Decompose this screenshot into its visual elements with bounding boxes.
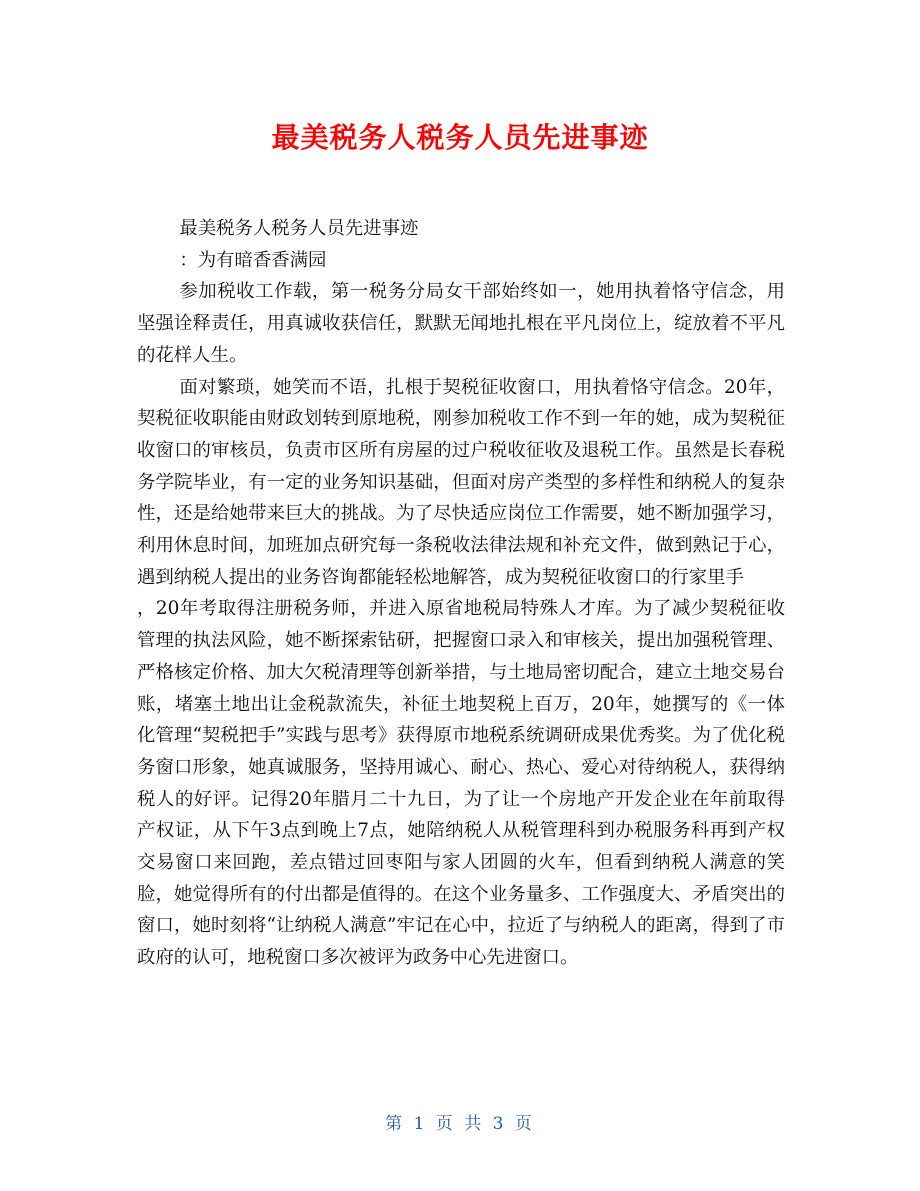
page-number-footer: 第 1 页 共 3 页 (385, 1114, 535, 1134)
heading-paragraph: ：为有暗香香满园 (179, 249, 327, 271)
body-paragraph: 面对繁琐，她笑而不语，扎根于契税征收窗口，用执着恪守信念。20年，契税征收职能由财政划转到原地税，刚参加税收工作不到一年的她，成为契税征收窗口的审核员，负责市区所有房屋的过户税收征收及退税工作。虽然是长春税务学院毕业，有一定的业务知识基础，但面对房产类型的多样性和纳税人的复杂性，还是给她带来巨大的挑战。为了尽快适应岗位工作需要，她不断加强学习，利用休息时间，加班加点研究每一条税收法律法规和补充文件，做到熟记于心，遇到纳税人提出的业务咨询都能轻松地解答，成为契税征收窗口的行家里手 (137, 376, 785, 588)
document-title: 最美税务人税务人员先进事迹 (271, 121, 649, 154)
subtitle-paragraph: 最美税务人税务人员先进事迹 (179, 218, 419, 239)
body-paragraph-continued: ，20年考取得注册税务师，并进入原省地税局特殊人才库。为了减少契税征收管理的执法风险，她不断探索钻研，把握窗口录入和审核关，提出加强税管理、严格核定价格、加大欠税清理等创新举措，与土地局密切配合，建立土地交易台账，堵塞土地出让金税款流失，补征土地契税上百万，20年，她撰写的《一体化管理“契税把手”实践与思考》获得原市地税系统调研成果优秀奖。为了优化税务窗口形象，她真诚服务，坚持用诚心、耐心、热心、爱心对待纳税人，获得纳税人的好评。记得20年腊月二十九日，为了让一个房地产开发企业在年前取得产权证，从下午3点到晚上7点，她陪纳税人从税管理科到办税服务科再到产权交易窗口来回跑，差点错过回枣阳与家人团圆的火车，但看到纳税人满意的笑脸，她觉得所有的付出都是值得的。在这个业务量多、工作强度大、矛盾突出的窗口，她时刻将“让纳税人满意”牢记在心中，拉近了与纳税人的距离，得到了市政府的认可，地税窗口多次被评为政务中心先进窗口。 (137, 598, 785, 969)
document-body (137, 213, 785, 974)
intro-paragraph: 参加税收工作载，第一税务分局女干部始终如一，她用执着恪守信念，用坚强诠释责任，用真诚收获信任，默默无闻地扎根在平凡岗位上，绽放着不平凡的花样人生。 (137, 281, 785, 366)
